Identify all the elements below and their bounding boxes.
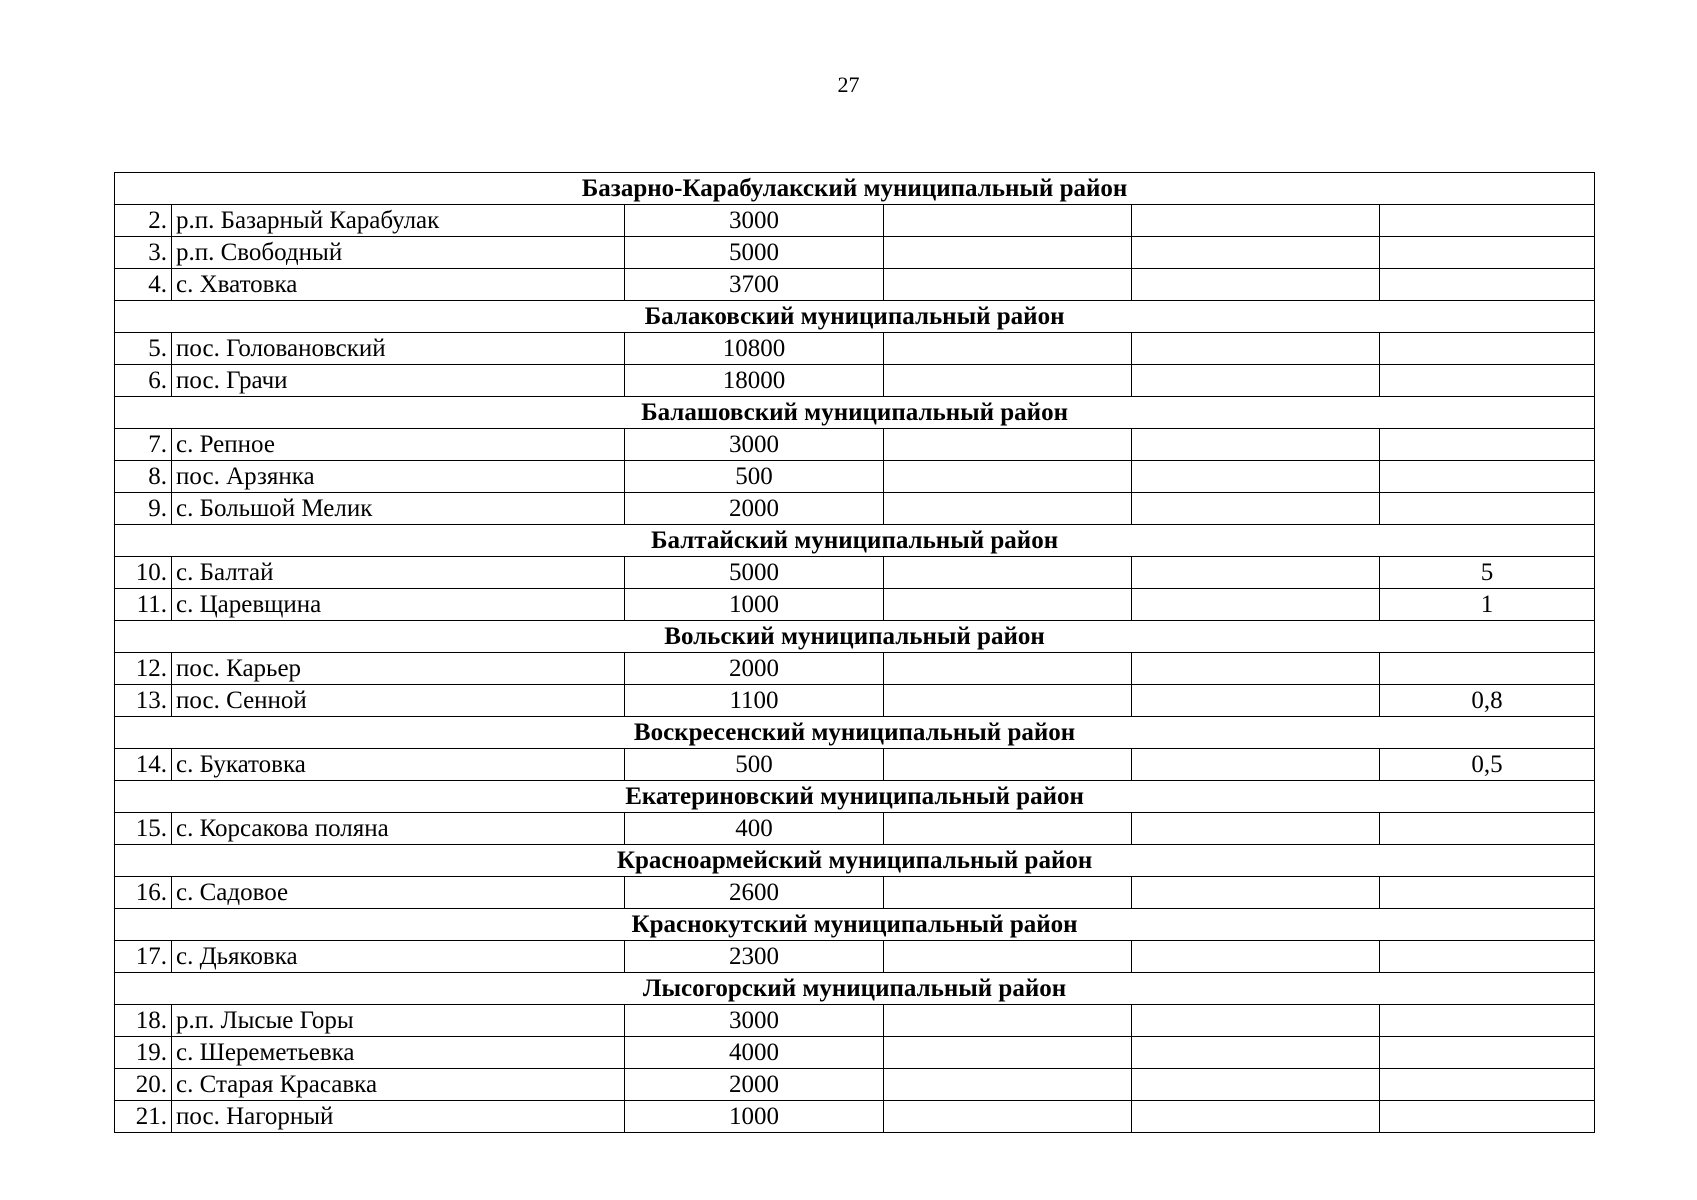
column-6-cell xyxy=(1380,493,1595,525)
column-6-cell xyxy=(1380,653,1595,685)
column-6-cell xyxy=(1380,1069,1595,1101)
district-name: Красноармейский муниципальный район xyxy=(115,845,1595,877)
column-5-cell xyxy=(1132,653,1380,685)
settlement-name: пос. Грачи xyxy=(172,365,625,397)
column-6-cell: 5 xyxy=(1380,557,1595,589)
column-6-cell xyxy=(1380,237,1595,269)
district-header-row xyxy=(115,781,1595,813)
column-6-cell xyxy=(1380,1005,1595,1037)
district-name: Балтайский муниципальный район xyxy=(115,525,1595,557)
column-5-cell xyxy=(1132,205,1380,237)
column-5-cell xyxy=(1132,365,1380,397)
settlement-name: с. Дьяковка xyxy=(172,941,625,973)
column-5-cell xyxy=(1132,461,1380,493)
column-6-cell: 0,8 xyxy=(1380,685,1595,717)
settlement-name: р.п. Базарный Карабулак xyxy=(172,205,625,237)
column-4-cell xyxy=(884,813,1132,845)
table-row xyxy=(115,1101,1595,1133)
district-name: Балаковский муниципальный район xyxy=(115,301,1595,333)
column-6-cell xyxy=(1380,1037,1595,1069)
column-4-cell xyxy=(884,429,1132,461)
settlement-value: 3700 xyxy=(625,269,884,301)
settlement-value: 500 xyxy=(625,461,884,493)
column-4-cell xyxy=(884,685,1132,717)
settlement-value: 5000 xyxy=(625,237,884,269)
table-row xyxy=(115,557,1595,589)
column-5-cell xyxy=(1132,685,1380,717)
row-number: 8. xyxy=(115,461,172,493)
row-number: 16. xyxy=(115,877,172,909)
settlement-name: с. Царевщина xyxy=(172,589,625,621)
row-number: 12. xyxy=(115,653,172,685)
settlement-value: 500 xyxy=(625,749,884,781)
column-4-cell xyxy=(884,877,1132,909)
district-header-row xyxy=(115,717,1595,749)
column-5-cell xyxy=(1132,749,1380,781)
settlement-value: 400 xyxy=(625,813,884,845)
column-4-cell xyxy=(884,749,1132,781)
settlement-name: пос. Нагорный xyxy=(172,1101,625,1133)
column-6-cell xyxy=(1380,877,1595,909)
column-4-cell xyxy=(884,365,1132,397)
table-row xyxy=(115,877,1595,909)
column-6-cell xyxy=(1380,1101,1595,1133)
row-number: 14. xyxy=(115,749,172,781)
table-row xyxy=(115,749,1595,781)
column-5-cell xyxy=(1132,1101,1380,1133)
settlement-name: р.п. Лысые Горы xyxy=(172,1005,625,1037)
district-name: Вольский муниципальный район xyxy=(115,621,1595,653)
column-6-cell xyxy=(1380,429,1595,461)
district-name: Лысогорский муниципальный район xyxy=(115,973,1595,1005)
table-row xyxy=(115,269,1595,301)
district-name: Базарно-Карабулакский муниципальный район xyxy=(115,173,1595,205)
column-6-cell: 1 xyxy=(1380,589,1595,621)
column-6-cell: 0,5 xyxy=(1380,749,1595,781)
column-5-cell xyxy=(1132,941,1380,973)
settlement-name: с. Корсакова поляна xyxy=(172,813,625,845)
settlement-value: 1000 xyxy=(625,1101,884,1133)
settlement-value: 5000 xyxy=(625,557,884,589)
row-number: 17. xyxy=(115,941,172,973)
column-4-cell xyxy=(884,589,1132,621)
column-4-cell xyxy=(884,269,1132,301)
column-6-cell xyxy=(1380,941,1595,973)
column-5-cell xyxy=(1132,877,1380,909)
table-row xyxy=(115,813,1595,845)
settlement-name: пос. Арзянка xyxy=(172,461,625,493)
column-5-cell xyxy=(1132,813,1380,845)
district-header-row xyxy=(115,909,1595,941)
settlement-value: 10800 xyxy=(625,333,884,365)
table-row xyxy=(115,237,1595,269)
row-number: 18. xyxy=(115,1005,172,1037)
district-header-row xyxy=(115,173,1595,205)
column-4-cell xyxy=(884,557,1132,589)
column-6-cell xyxy=(1380,461,1595,493)
table-row xyxy=(115,493,1595,525)
column-6-cell xyxy=(1380,205,1595,237)
settlement-name: с. Старая Красавка xyxy=(172,1069,625,1101)
table-row xyxy=(115,333,1595,365)
page-number: 27 xyxy=(837,72,860,97)
table-row xyxy=(115,1069,1595,1101)
settlement-name: пос. Карьер xyxy=(172,653,625,685)
table-row xyxy=(115,429,1595,461)
settlements-table xyxy=(114,172,1595,1133)
table-row xyxy=(115,1005,1595,1037)
settlement-value: 2000 xyxy=(625,653,884,685)
settlement-name: с. Репное xyxy=(172,429,625,461)
district-name: Балашовский муниципальный район xyxy=(115,397,1595,429)
column-5-cell xyxy=(1132,557,1380,589)
column-4-cell xyxy=(884,1005,1132,1037)
column-4-cell xyxy=(884,205,1132,237)
table-row xyxy=(115,941,1595,973)
column-4-cell xyxy=(884,1069,1132,1101)
column-5-cell xyxy=(1132,429,1380,461)
column-5-cell xyxy=(1132,589,1380,621)
column-6-cell xyxy=(1380,333,1595,365)
district-header-row xyxy=(115,525,1595,557)
settlement-name: с. Букатовка xyxy=(172,749,625,781)
column-4-cell xyxy=(884,461,1132,493)
column-4-cell xyxy=(884,1037,1132,1069)
table-row xyxy=(115,461,1595,493)
row-number: 3. xyxy=(115,237,172,269)
settlement-value: 18000 xyxy=(625,365,884,397)
column-5-cell xyxy=(1132,493,1380,525)
row-number: 6. xyxy=(115,365,172,397)
settlement-value: 2300 xyxy=(625,941,884,973)
settlement-name: с. Большой Мелик xyxy=(172,493,625,525)
settlement-value: 2000 xyxy=(625,493,884,525)
settlement-value: 2600 xyxy=(625,877,884,909)
row-number: 2. xyxy=(115,205,172,237)
district-header-row xyxy=(115,973,1595,1005)
column-4-cell xyxy=(884,493,1132,525)
column-5-cell xyxy=(1132,1037,1380,1069)
settlement-name: с. Хватовка xyxy=(172,269,625,301)
district-name: Краснокутский муниципальный район xyxy=(115,909,1595,941)
column-4-cell xyxy=(884,1101,1132,1133)
column-4-cell xyxy=(884,333,1132,365)
table-row xyxy=(115,1037,1595,1069)
column-5-cell xyxy=(1132,333,1380,365)
settlement-name: пос. Сенной xyxy=(172,685,625,717)
column-6-cell xyxy=(1380,365,1595,397)
row-number: 5. xyxy=(115,333,172,365)
row-number: 13. xyxy=(115,685,172,717)
district-name: Екатериновский муниципальный район xyxy=(115,781,1595,813)
table-row xyxy=(115,653,1595,685)
settlement-name: пос. Головановский xyxy=(172,333,625,365)
settlement-name: с. Шереметьевка xyxy=(172,1037,625,1069)
row-number: 19. xyxy=(115,1037,172,1069)
column-6-cell xyxy=(1380,813,1595,845)
table-row xyxy=(115,205,1595,237)
column-6-cell xyxy=(1380,269,1595,301)
column-4-cell xyxy=(884,653,1132,685)
settlement-name: с. Балтай xyxy=(172,557,625,589)
district-name: Воскресенский муниципальный район xyxy=(115,717,1595,749)
district-header-row xyxy=(115,301,1595,333)
settlement-value: 3000 xyxy=(625,1005,884,1037)
table-row xyxy=(115,685,1595,717)
row-number: 9. xyxy=(115,493,172,525)
settlement-name: р.п. Свободный xyxy=(172,237,625,269)
column-4-cell xyxy=(884,237,1132,269)
row-number: 11. xyxy=(115,589,172,621)
district-header-row xyxy=(115,845,1595,877)
settlement-value: 1000 xyxy=(625,589,884,621)
settlement-value: 2000 xyxy=(625,1069,884,1101)
district-header-row xyxy=(115,621,1595,653)
column-5-cell xyxy=(1132,1005,1380,1037)
column-4-cell xyxy=(884,941,1132,973)
table-row xyxy=(115,365,1595,397)
settlement-value: 3000 xyxy=(625,429,884,461)
row-number: 15. xyxy=(115,813,172,845)
settlement-value: 3000 xyxy=(625,205,884,237)
row-number: 7. xyxy=(115,429,172,461)
column-5-cell xyxy=(1132,237,1380,269)
settlement-name: с. Садовое xyxy=(172,877,625,909)
settlement-value: 1100 xyxy=(625,685,884,717)
table-row xyxy=(115,589,1595,621)
row-number: 4. xyxy=(115,269,172,301)
district-header-row xyxy=(115,397,1595,429)
row-number: 21. xyxy=(115,1101,172,1133)
settlement-value: 4000 xyxy=(625,1037,884,1069)
column-5-cell xyxy=(1132,269,1380,301)
row-number: 10. xyxy=(115,557,172,589)
row-number: 20. xyxy=(115,1069,172,1101)
column-5-cell xyxy=(1132,1069,1380,1101)
